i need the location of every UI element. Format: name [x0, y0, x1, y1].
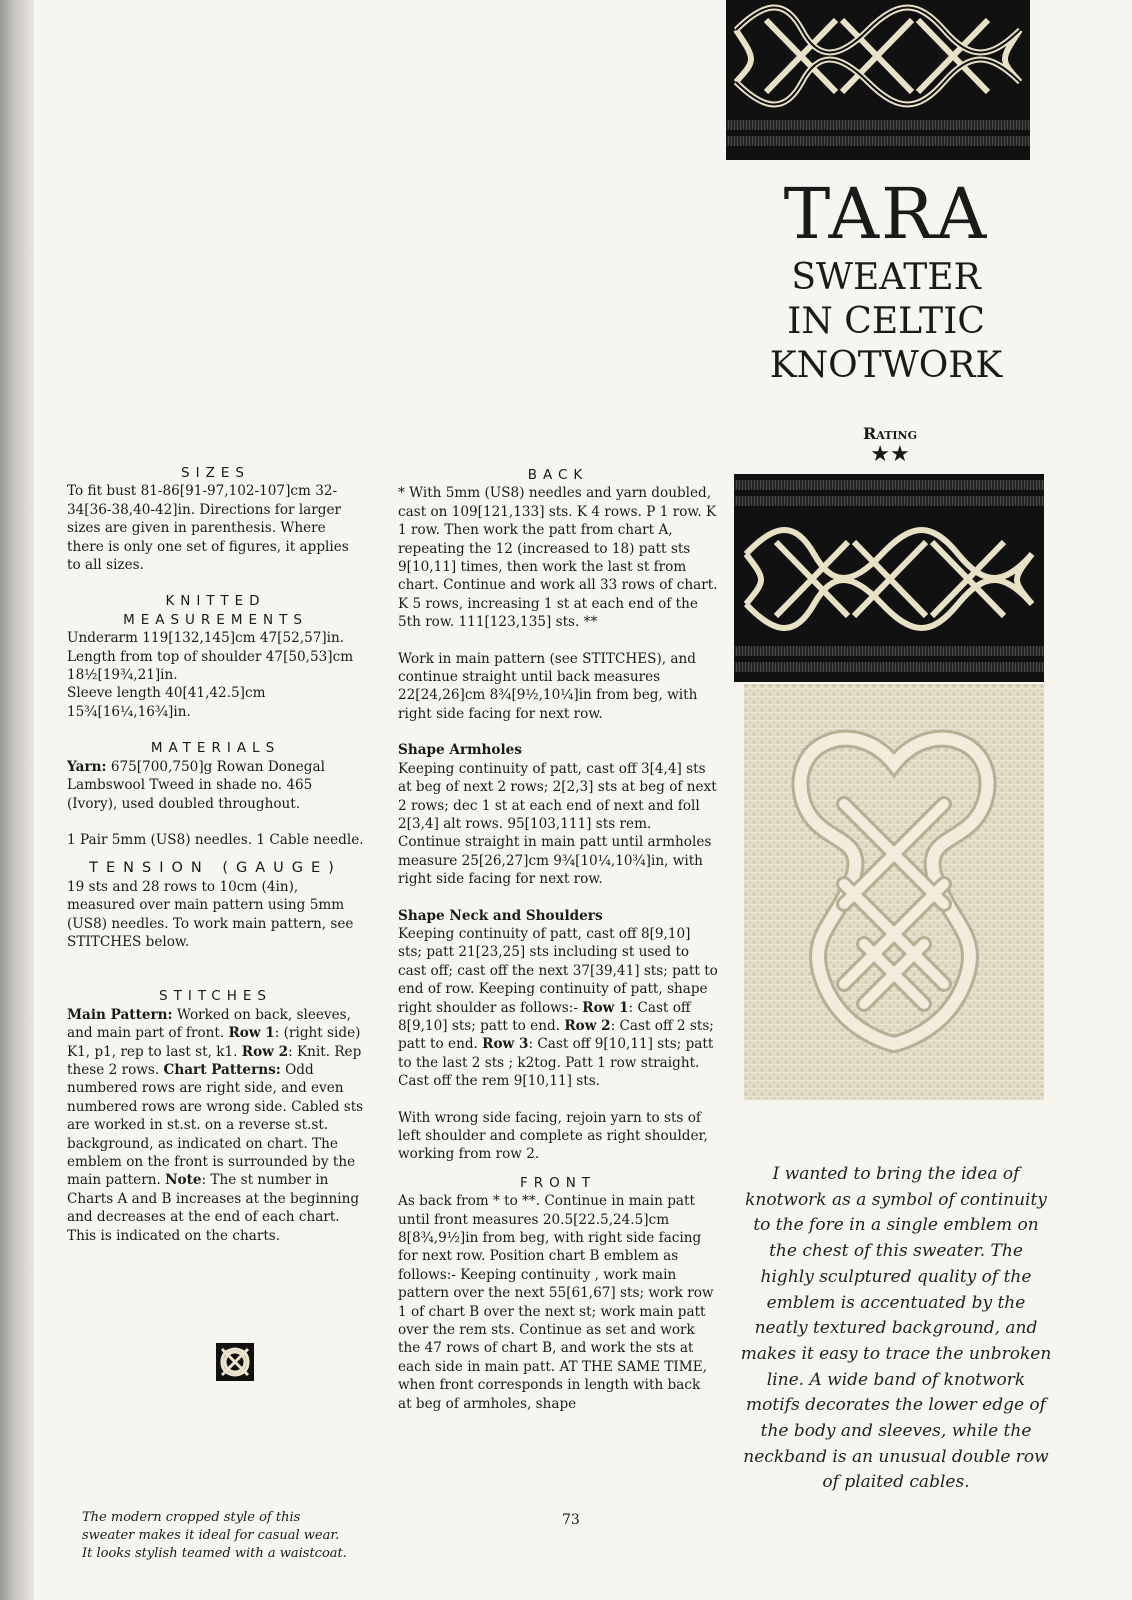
- celtic-band-top: [726, 0, 1030, 160]
- yarn-text: 675[700,750]g Rowan Donegal Lambswool Tweed in shade no. 465 (Ivory), used doubled throughout.: [67, 758, 325, 812]
- tension-heading: TENSION (GAUGE): [89, 860, 342, 877]
- neck-text: [398, 925, 718, 1091]
- tension-text: 19 sts and 28 rows to 10cm (4in), measured over main pattern using 5mm (US8) needles. To work main pattern, see STITCHES below.: [67, 878, 354, 950]
- stitches-text: [67, 1006, 364, 1245]
- neck-segment: Keeping continuity of patt, cast off 8[9,10] sts; patt 21[23,25] sts including st used to cast off; cast off the next 37[39,41] sts; patt to end of row. Keeping continuity of patt, shape right shoulder as follows:-: [398, 925, 718, 1016]
- heart-knot-emblem: [744, 684, 1044, 1100]
- title-main: TARA: [783, 173, 989, 255]
- main-pattern-label: Main Pattern:: [67, 1006, 173, 1023]
- row-1-label: Row 1: [582, 999, 629, 1016]
- left-column: [67, 464, 364, 1245]
- neck-segment: : Cast off 9[10,11] sts; patt to the last 2 sts ; k2tog. Patt 1 row straight. Cast off the rem 9[10,11] sts.: [398, 1036, 714, 1090]
- texture-strip: [734, 662, 1044, 672]
- row-2-label: Row 2: [241, 1043, 289, 1060]
- designer-quote: I wanted to bring the idea of knotwork as a symbol of continuity to the fore in a single emblem on the chest of this sweater. The highly sculptured quality of the emblem is accentuated by the neatly textured background, and makes it easy to trace the unbroken line. A wide band of knotwork motifs decorates the lower edge of the body and sleeves, while the neckband is an unusual double row of plaited cables.: [740, 1164, 1052, 1493]
- rating: [820, 424, 960, 467]
- measurement-length: Length from top of shoulder 47[50,53]cm 18½[19¾,21]in.: [67, 648, 354, 684]
- armholes-heading: Shape Armholes: [398, 742, 522, 759]
- back-paragraph-2: Work in main pattern (see STITCHES), and continue straight until back measures 22[24,26]cm 8¾[9½,10¼]in from beg, with right side facing for next row.: [398, 650, 698, 722]
- materials-needles: 1 Pair 5mm (US8) needles. 1 Cable needle.: [67, 831, 364, 848]
- row-3-label: Row 3: [482, 1036, 529, 1053]
- stitches-heading: STITCHES: [159, 988, 272, 1005]
- texture-strip: [726, 136, 1030, 146]
- stitches-segment: : Knit. Rep these 2 rows.: [67, 1043, 362, 1078]
- row-1-label: Row 1: [228, 1025, 275, 1042]
- neck-heading: Shape Neck and Shoulders: [398, 907, 603, 924]
- back-paragraph-1: * With 5mm (US8) needles and yarn doubled, cast on 109[121,133] sts. K 4 rows. P 1 row. K 1 row. Then work the patt from chart A, repeating the 12 (increased to 18) patt sts 9[10,11] times, then work the last st from chart. Continue and work all 33 rows of chart. K 5 rows, increasing 1 st at each end of the 5th row. 111[123,135] sts. **: [398, 485, 718, 631]
- stitches-segment: : The st number in Charts A and B increases at the beginning and decreases at the end of each chart. This is indicated on the charts.: [67, 1172, 360, 1244]
- rating-stars: ★★: [870, 442, 910, 467]
- sizes-text: To fit bust 81-86[91-97,102-107]cm 32-34[36-38,40-42]in. Directions for larger sizes are given in parenthesis. Where there is only one set of figures, it applies to all sizes.: [67, 483, 349, 574]
- measurement-sleeve: Sleeve length 40[41,42.5]cm 15¾[16¼,16¾]in.: [67, 685, 266, 720]
- knot-icon: [216, 1343, 254, 1381]
- celtic-band-middle: [734, 474, 1044, 682]
- texture-strip: [734, 496, 1044, 506]
- measurement-underarm: Underarm 119[132,145]cm 47[52,57]in.: [67, 630, 345, 647]
- sizes-heading: SIZES: [181, 465, 250, 481]
- back-heading: BACK: [527, 467, 589, 483]
- knitted-swatch-photo: [744, 684, 1044, 1100]
- title-sub-2: IN CELTIC: [787, 301, 985, 342]
- stitches-segment: Worked on back, sleeves, and main part of front.: [67, 1006, 351, 1042]
- page-number: 73: [562, 1512, 580, 1528]
- materials-heading: MATERIALS: [150, 740, 281, 757]
- knotwork-border-top: [726, 0, 1030, 112]
- title-sub-3: KNOTWORK: [769, 345, 1003, 386]
- knitted-heading-2: MEASUREMENTS: [123, 611, 308, 628]
- front-heading: FRONT: [519, 1174, 597, 1191]
- neck-segment: : Cast off 2 sts; patt to end.: [398, 1017, 714, 1053]
- texture-strip: [726, 120, 1030, 130]
- pattern-title: [736, 172, 1036, 388]
- title-sub-1: SWEATER: [791, 257, 981, 298]
- knotwork-border-middle: [734, 520, 1044, 636]
- texture-strip: [734, 646, 1044, 656]
- back-paragraph-3: With wrong side facing, rejoin yarn to sts of left shoulder and complete as right shoulder, working from row 2.: [398, 1109, 708, 1163]
- rating-label: Rating: [862, 424, 917, 443]
- neck-segment: : Cast off 8[9,10] sts; patt to end.: [398, 999, 691, 1034]
- yarn-label: Yarn:: [67, 758, 107, 775]
- materials-yarn: [67, 758, 364, 813]
- book-spine-shadow: [0, 0, 34, 1600]
- note-label: Note: [165, 1172, 202, 1189]
- front-text: As back from * to **. Continue in main patt until front measures 20.5[22.5,24.5]cm 8[8¾,9½]in from beg, with right side facing for next row. Position chart B emblem as follows:- Keeping continuity , work main pattern over the next 55[61,67] sts; work row 1 of chart B over the next st; work main patt over the rem sts. Continue as set and work the 47 rows of chart B, and work the sts at each side in main patt. AT THE SAME TIME, when front corresponds in length with back at beg of armholes, shape: [398, 1193, 714, 1412]
- middle-column: [398, 466, 718, 1413]
- photo-caption: The modern cropped style of this sweater makes it ideal for casual wear. It looks stylish teamed with a waistcoat.: [82, 1510, 347, 1561]
- stitches-segment: Odd numbered rows are right side, and even numbered rows are wrong side. Cabled sts are worked in st.st. on a reverse st.st. background, as indicated on chart. The emblem on the front is surrounded by the main pattern.: [67, 1061, 364, 1189]
- stitches-segment: : (right side) K1, p1, rep to last st, k1.: [67, 1025, 361, 1060]
- row-2-label: Row 2: [564, 1017, 611, 1034]
- armholes-text: Keeping continuity of patt, cast off 3[4,4] sts at beg of next 2 rows; 2[2,3] sts at beg of next 2 rows; dec 1 st at each end of next and foll 2[3,4] alt rows. 95[103,111] sts rem. Continue straight in main patt until armholes measure 25[26,27]cm 9¾[10¼,10¾]in, with right side facing for next row.: [398, 760, 717, 888]
- knitted-heading-1: KNITTED: [165, 593, 266, 610]
- texture-strip: [734, 480, 1044, 490]
- chart-patterns-label: Chart Patterns:: [163, 1061, 281, 1078]
